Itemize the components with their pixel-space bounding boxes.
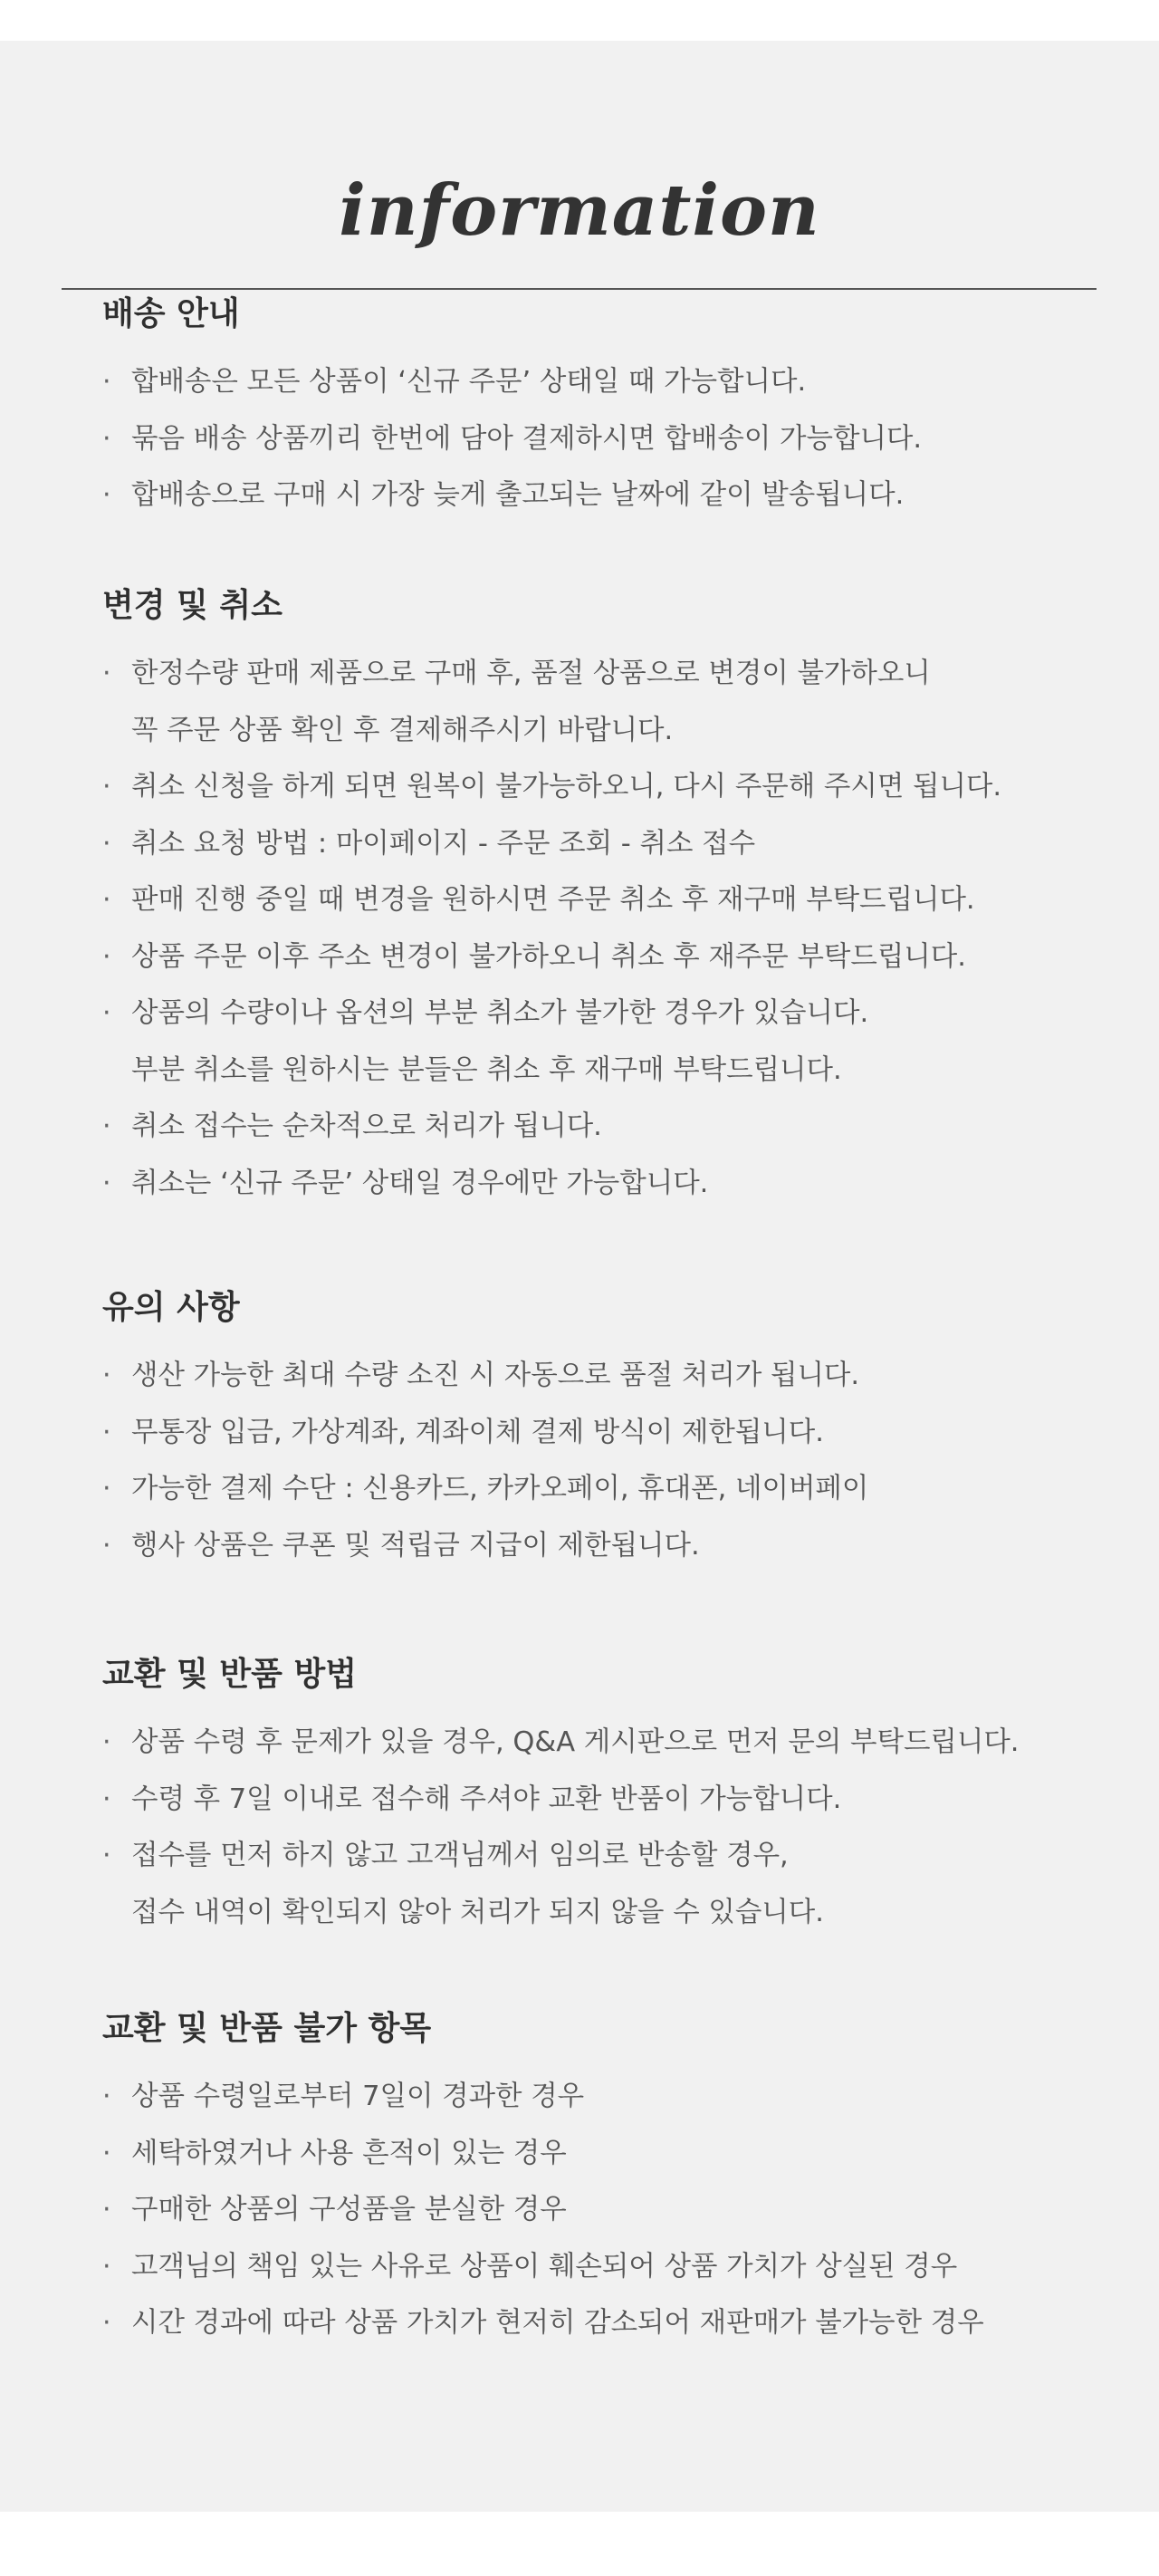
- bullet-dot-icon: ·: [102, 1473, 111, 1504]
- list-item-text: 상품 수령 후 문제가 있을 경우, Q&A 게시판으로 먼저 문의 부탁드립니다.: [131, 1726, 1020, 1758]
- section-heading: 교환 및 반품 불가 항목: [102, 2010, 432, 2047]
- section-shipping: [102, 293, 1098, 524]
- list-item-text: 구매한 상품의 구성품을 분실한 경우: [131, 2194, 567, 2225]
- list-item-text: 합배송은 모든 상품이 ‘신규 주문’ 상태일 때 가능합니다.: [131, 366, 807, 398]
- bullet-dot-icon: ·: [102, 479, 111, 511]
- page-title: information: [339, 169, 820, 252]
- bullet-dot-icon: ·: [102, 658, 111, 689]
- list-item: [102, 467, 1098, 524]
- section-list: [102, 646, 1098, 1212]
- list-item-text: 묶음 배송 상품끼리 한번에 담아 결제하시면 합배송이 가능합니다.: [131, 422, 923, 455]
- bullet-dot-icon: ·: [102, 1726, 111, 1758]
- bullet-dot-icon: ·: [102, 1416, 111, 1448]
- list-item: [102, 1348, 1098, 1405]
- section-list: [102, 354, 1098, 524]
- list-item: [102, 1715, 1098, 1772]
- bullet-dot-icon: ·: [102, 366, 111, 398]
- list-item-text: 세탁하였거나 사용 흔적이 있는 경우: [131, 2137, 567, 2169]
- section-change-cancel: [102, 584, 1098, 1212]
- bullet-dot-icon: ·: [102, 2137, 111, 2169]
- section-exchange-return-method: [102, 1653, 1098, 1941]
- section-heading: 교환 및 반품 방법: [102, 1656, 358, 1693]
- list-item: [102, 1828, 1098, 1941]
- list-item: [102, 759, 1098, 816]
- list-item-text: 꼭 주문 상품 확인 후 결제해주시기 바랍니다.: [131, 714, 674, 746]
- list-item: [102, 2182, 1098, 2239]
- bullet-dot-icon: ·: [102, 771, 111, 803]
- section-exchange-return-exclusions: [102, 2007, 1098, 2352]
- section-list: [102, 1715, 1098, 1941]
- list-item: [102, 2239, 1098, 2296]
- list-item-text: 판매 진행 중일 때 변경을 원하시면 주문 취소 후 재구매 부탁드립니다.: [131, 884, 975, 916]
- list-item: [102, 1461, 1098, 1518]
- section-notice: [102, 1286, 1098, 1574]
- bullet-dot-icon: ·: [102, 884, 111, 916]
- list-item-text: 상품 주문 이후 주소 변경이 불가하오니 취소 후 재주문 부탁드립니다.: [131, 940, 966, 973]
- list-item-text: 상품의 수량이나 옵션의 부분 취소가 불가한 경우가 있습니다.: [131, 997, 869, 1029]
- list-item-text: 취소 요청 방법 : 마이페이지 - 주문 조회 - 취소 접수: [131, 827, 756, 860]
- title-divider: [62, 288, 1097, 290]
- list-item-text: 한정수량 판매 제품으로 구매 후, 품절 상품으로 변경이 불가하오니: [131, 658, 931, 689]
- list-item-text: 접수를 먼저 하지 않고 고객님께서 임의로 반송할 경우,: [131, 1840, 789, 1871]
- list-item: [102, 1156, 1098, 1213]
- information-panel: [0, 41, 1159, 2512]
- list-item: [102, 872, 1098, 929]
- bullet-dot-icon: ·: [102, 1783, 111, 1815]
- bullet-dot-icon: ·: [102, 940, 111, 973]
- section-heading: 배송 안내: [102, 295, 240, 332]
- list-item: [102, 929, 1098, 986]
- list-item: [102, 2295, 1098, 2352]
- list-item: [102, 354, 1098, 411]
- list-item-text: 취소 접수는 순차적으로 처리가 됩니다.: [131, 1110, 602, 1142]
- list-item-text: 무통장 입금, 가상계좌, 계좌이체 결제 방식이 제한됩니다.: [131, 1416, 824, 1448]
- bullet-dot-icon: ·: [102, 2250, 111, 2283]
- list-item: [102, 1518, 1098, 1575]
- list-item-text: 취소는 ‘신규 주문’ 상태일 경우에만 가능합니다.: [131, 1167, 709, 1199]
- bullet-dot-icon: ·: [102, 1840, 111, 1871]
- list-item-text: 생산 가능한 최대 수량 소진 시 자동으로 품절 처리가 됩니다.: [131, 1360, 860, 1391]
- list-item-text: 시간 경과에 따라 상품 가치가 현저히 감소되어 재판매가 불가능한 경우: [131, 2307, 984, 2339]
- list-item-text: 가능한 결제 수단 : 신용카드, 카카오페이, 휴대폰, 네이버페이: [131, 1473, 869, 1504]
- section-list: [102, 1348, 1098, 1574]
- list-item: [102, 1772, 1098, 1829]
- list-item-text: 접수 내역이 확인되지 않아 처리가 되지 않을 수 있습니다.: [131, 1896, 824, 1928]
- bullet-dot-icon: ·: [102, 827, 111, 860]
- list-item-text: 합배송으로 구매 시 가장 늦게 출고되는 날짜에 같이 발송됩니다.: [131, 479, 905, 511]
- list-item: [102, 985, 1098, 1099]
- bullet-dot-icon: ·: [102, 1167, 111, 1199]
- bullet-dot-icon: ·: [102, 2194, 111, 2225]
- list-item: [102, 1099, 1098, 1156]
- bullet-dot-icon: ·: [102, 1360, 111, 1391]
- section-list: [102, 2069, 1098, 2352]
- list-item-text: 고객님의 책임 있는 사유로 상품이 훼손되어 상품 가치가 상실된 경우: [131, 2250, 958, 2283]
- list-item-text: 부분 취소를 원하시는 분들은 취소 후 재구매 부탁드립니다.: [131, 1053, 842, 1086]
- list-item: [102, 411, 1098, 468]
- list-item-text: 취소 신청을 하게 되면 원복이 불가능하오니, 다시 주문해 주시면 됩니다.: [131, 771, 1002, 803]
- list-item-text: 수령 후 7일 이내로 접수해 주셔야 교환 반품이 가능합니다.: [131, 1783, 842, 1815]
- bullet-dot-icon: ·: [102, 422, 111, 455]
- bullet-dot-icon: ·: [102, 2307, 111, 2339]
- section-heading: 유의 사항: [102, 1289, 240, 1326]
- list-item: [102, 2069, 1098, 2126]
- list-item: [102, 816, 1098, 873]
- section-heading: 변경 및 취소: [102, 587, 283, 624]
- list-item: [102, 2126, 1098, 2183]
- list-item: [102, 646, 1098, 759]
- list-item-text: 상품 수령일로부터 7일이 경과한 경우: [131, 2081, 585, 2112]
- bullet-dot-icon: ·: [102, 997, 111, 1029]
- list-item: [102, 1405, 1098, 1462]
- bullet-dot-icon: ·: [102, 2081, 111, 2112]
- bullet-dot-icon: ·: [102, 1110, 111, 1142]
- list-item-text: 행사 상품은 쿠폰 및 적립금 지급이 제한됩니다.: [131, 1529, 700, 1562]
- bullet-dot-icon: ·: [102, 1529, 111, 1562]
